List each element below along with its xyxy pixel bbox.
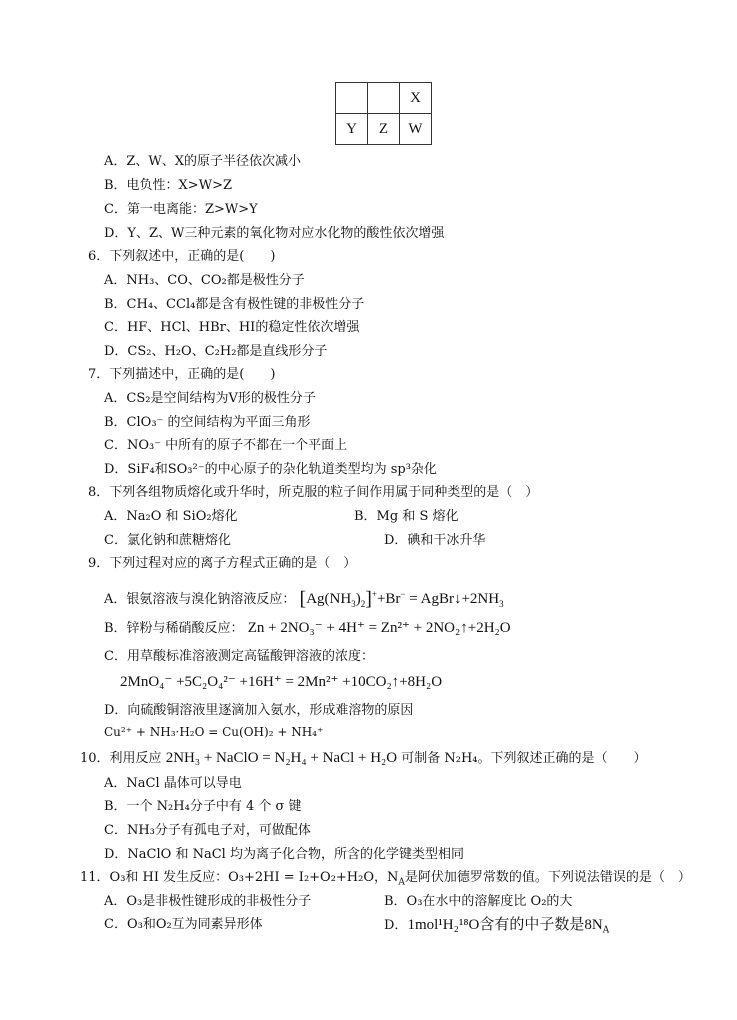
q7-option-a: A．CS₂是空间结构为V形的极性分子 (104, 391, 316, 406)
q10-option-b: B．一个 N₂H₄分子中有 4 个 σ 键 (104, 799, 302, 814)
q8-option-b: B．Mg 和 S 熔化 (354, 509, 459, 524)
q7-option-c: C．NO₃⁻ 中所有的原子不都在一个平面上 (104, 438, 348, 453)
q8-option-c: C．氯化钠和蔗糖熔化 (104, 533, 231, 548)
q8-option-a: A．Na₂O 和 SiO₂熔化 (104, 509, 238, 524)
q10-option-a: A．NaCl 晶体可以导电 (104, 776, 242, 791)
q6-stem: 6．下列叙述中，正确的是( ) (88, 249, 276, 264)
table-cell: X (400, 83, 432, 114)
q8-option-d: D．碘和干冰升华 (384, 533, 486, 548)
q11-option-b: B．O₃在水中的溶解度比 O₂的大 (384, 894, 573, 909)
q7-option-b: B．ClO₃⁻ 的空间结构为平面三角形 (104, 415, 311, 430)
q6-option-b: B．CH₄、CCl₄都是含有极性键的非极性分子 (104, 297, 365, 312)
q6-option-a: A．NH₃、CO、CO₂都是极性分子 (104, 273, 305, 288)
q9-option-b-text: B．锌粉与稀硝酸反应： (104, 621, 244, 636)
q9-option-b (104, 619, 511, 638)
q7-stem: 7．下列描述中，正确的是( ) (88, 367, 276, 382)
q9-option-d-equation: Cu²⁺ + NH₃·H₂O = Cu(OH)₂ + NH₄⁺ (104, 725, 324, 739)
q7-option-d: D．SiF₄和SO₃²⁻的中心原子的杂化轨道类型均为 sp³杂化 (104, 462, 437, 477)
q9-option-c-text: C．用草酸标准溶液测定高锰酸钾溶液的浓度： (104, 649, 374, 664)
q11-option-c: C．O₃和O₂互为同素异形体 (104, 917, 263, 932)
q11-option-d: D．1mol¹H₂¹⁸O含有的中子数是$8N_A$ (384, 917, 610, 936)
q5-option-c: C．第一电离能：Z>W>Y (104, 202, 258, 217)
q5-option-b: B．电负性：X>W>Z (104, 178, 232, 193)
q9-stem: 9．下列过程对应的离子方程式正确的是（ ） (88, 556, 357, 571)
q5-option-d: D．Y、Z、W三种元素的氧化物对应水化物的酸性依次增强 (104, 226, 445, 241)
q6-option-c: C．HF、HCl、HBr、HI的稳定性依次增强 (104, 320, 360, 335)
q11-option-a: A．O₃是非极性键形成的非极性分子 (104, 894, 312, 909)
q10-option-c: C．NH₃分子有孤电子对，可做配体 (104, 823, 311, 838)
periodic-table-fragment (335, 82, 432, 145)
table-cell: Z (368, 114, 400, 145)
q5-option-a: A．Z、W、X的原子半径依次减小 (104, 154, 302, 169)
q10-stem: 10．利用反应 2NH₃ + NaClO = N₂H₄ + NaCl + H₂O 可制备 N₂H₄。下列叙述正确的是（ ） (80, 750, 647, 766)
q9-option-a (104, 585, 504, 613)
q10-option-d: D．NaClO 和 NaCl 均为离子化合物，所含的化学键类型相同 (104, 847, 464, 862)
q8-stem: 8．下列各组物质熔化或升华时，所克服的粒子间作用属于同种类型的是（ ） (88, 485, 539, 500)
q11-stem: 11．O₃和 HI 发生反应：O₃+2HI = I₂+O₂+H₂O，$N_A$是阿伏加德罗常数的值。下列说法错误的是（ ） (80, 870, 691, 888)
table-cell (368, 83, 400, 114)
table-cell: W (400, 114, 432, 145)
q9-option-d-text: D．向硫酸铜溶液里逐滴加入氨水，形成难溶物的原因 (104, 703, 414, 718)
q9-option-a-equation: $[Ag(NH_3)_2]^++Br^-$ = $AgBr↓+2NH_3$ (299, 588, 504, 610)
table-cell (336, 83, 368, 114)
q6-option-d: D．CS₂、H₂O、C₂H₂都是直线形分子 (104, 344, 328, 359)
q9-option-a-text: A．银氨溶液与溴化钠溶液反应： (104, 592, 296, 607)
table-cell: Y (336, 114, 368, 145)
q9-option-c-equation: 2MnO₄⁻ +5C₂O₄²⁻ +16H⁺ = 2Mn²⁺ +10CO₂↑+8H₂O (120, 674, 443, 690)
q9-option-b-equation: Zn + 2NO₃⁻ + 4H⁺ = Zn²⁺ + 2NO₂↑+2H₂O (247, 620, 511, 636)
